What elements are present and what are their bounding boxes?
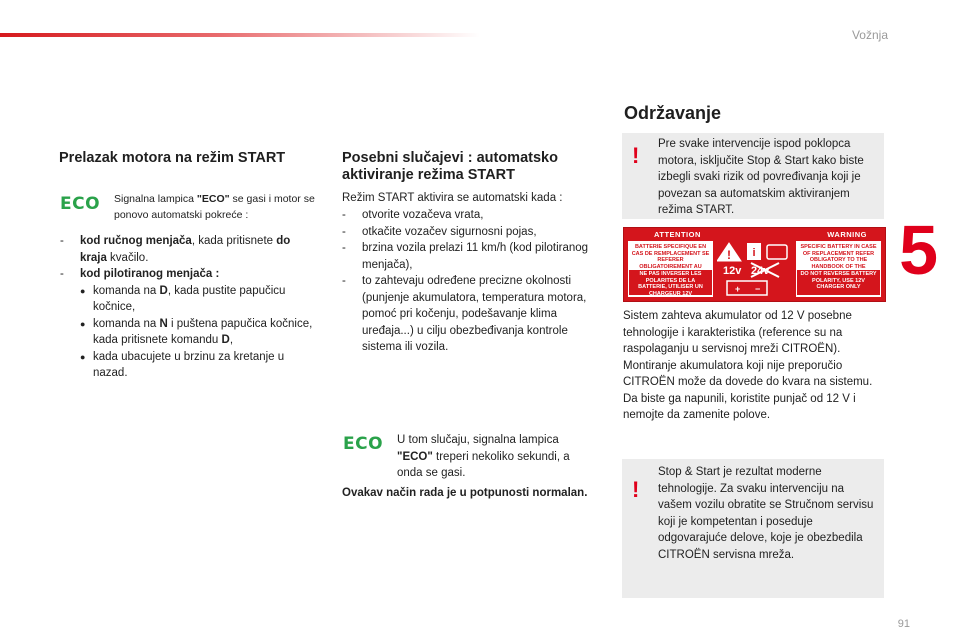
warning-text: Stop & Start je rezultat moderne tehnologije. Za svaku intervenciju na vašem vozilu obratite se Stručnom servisu koji je kompetentan i poseduje odgovarajuće delove, koje je obezbedila CITROËN servisna mreža.: [658, 466, 874, 561]
battery-label-volt-12: 12v: [723, 265, 742, 277]
col1-eco-description: [114, 191, 324, 223]
col3-body: [623, 308, 883, 424]
battery-warning-label: [623, 227, 886, 302]
list-item: - kod pilotiranog menjača :: [60, 266, 318, 283]
battery-label-left-top: BATTERIE SPECIFIQUE EN CAS DE REMPLACEMENT SE REFERER OBLIGATOIREMENT AU: [631, 244, 710, 270]
bullet-item: ● komanda na D, kada pustite papučicu kočnice,: [60, 283, 318, 316]
list-item: - to zahtevaju određene precizne okolnosti (punjenje akumulatora, temperatura motora, pomoć pri kočenju, podešavanje klima uređaja...) u cilju obezbeđivanja kontrole sistema ili vozila.: [342, 273, 607, 356]
warning-icon: !: [632, 477, 640, 502]
svg-text:+: +: [735, 284, 741, 294]
warning-text: Pre svake intervencije ispod poklopca motora, isključite Stop & Start kako biste izbegli svaki rizik od povređivanja koji je povezan sa automatskim aktiviranjem režima START.: [658, 138, 864, 216]
svg-text:i: i: [752, 247, 756, 259]
battery-label-volt-24: 24v: [751, 265, 770, 277]
col2-intro: Režim START aktivira se automatski kada :: [342, 192, 563, 204]
col1-eco-text-post: se gasi i motor se ponovo automatski pokreće :: [114, 193, 315, 221]
svg-text:ECO: ECO: [60, 194, 101, 213]
col1-heading: Prelazak motora na režim START: [59, 150, 286, 166]
col2-heading: Posebni slučajevi : automatsko aktiviranje režima START: [342, 150, 558, 183]
battery-label-right-panel: [796, 241, 881, 297]
battery-label-pictograms: [717, 241, 793, 299]
bullet-item: ● komanda na N i puštena papučica kočnice, kada pritisnete komandu D,: [60, 316, 318, 349]
svg-text:!: !: [727, 248, 731, 262]
list-item: - otkačite vozačev sigurnosni pojas,: [342, 224, 607, 241]
battery-label-left-header: ATTENTION: [654, 230, 701, 239]
body-paragraph: Sistem zahteva akumulator od 12 V posebne tehnologije i karakteristika (reference su na raspolaganju u servisnoj mreži CITROËN).: [623, 310, 852, 355]
eco-leaf-icon: [60, 193, 102, 213]
col2-eco-description: U tom slučaju, signalna lampica "ECO" treperi nekoliko sekundi, a onda se gasi.: [397, 434, 570, 479]
eco-leaf-icon: [343, 433, 385, 453]
body-paragraph: Montiranje akumulatora koji nije preporučio CITROËN može da dovede do kvara na sistemu.: [623, 359, 873, 388]
section-title: Vožnja: [851, 28, 888, 42]
svg-text:−: −: [755, 284, 761, 294]
col3-heading: Održavanje: [624, 103, 722, 123]
warning-icon: !: [632, 143, 640, 168]
chapter-number: 5: [899, 211, 938, 289]
battery-label-right-top: SPECIFIC BATTERY IN CASE OF REPLACEMENT REFER OBLIGATORY TO THE HANDBOOK OF THE: [800, 244, 877, 270]
battery-label-right-header: WARNING: [827, 230, 867, 239]
col2-conditions-list: [342, 207, 607, 356]
battery-label-right-bottom: DO NOT REVERSE BATTERY POLARITY, USE 12V CHARGER ONLY: [797, 270, 880, 295]
col1-eco-text-pre: Signalna lampica: [114, 193, 197, 205]
bullet-item: ● kada ubacujete u brzinu za kretanje u nazad.: [60, 349, 318, 382]
battery-label-left-bottom: NE PAS INVERSER LES POLARITES DE LA BATTERIE, UTILISER UN CHARGEUR 12V: [629, 270, 712, 295]
eco-indicator-icon: [343, 433, 385, 453]
col1-conditions-list: [60, 233, 318, 382]
list-item: - brzina vozila prelazi 11 km/h (kod pilotiranog menjača),: [342, 240, 607, 273]
col2-note: Ovakav način rada je u potpunosti normalan.: [342, 487, 588, 499]
col1-eco-text-bold: "ECO": [196, 193, 230, 205]
warning-box: [622, 133, 884, 219]
eco-indicator-icon: [60, 193, 102, 213]
header-accent-bar: [0, 33, 480, 37]
battery-label-left-panel: [628, 241, 713, 297]
svg-text:ECO: ECO: [343, 434, 384, 453]
warning-box: [622, 459, 884, 598]
list-item: - otvorite vozačeva vrata,: [342, 207, 607, 224]
body-paragraph: Da biste ga napunili, koristite punjač od 12 V i nemojte da zamenite polove.: [623, 392, 856, 421]
list-item: - kod ručnog menjača, kada pritisnete do kraja kvačilo.: [60, 233, 318, 266]
page-number: 91: [897, 618, 910, 630]
